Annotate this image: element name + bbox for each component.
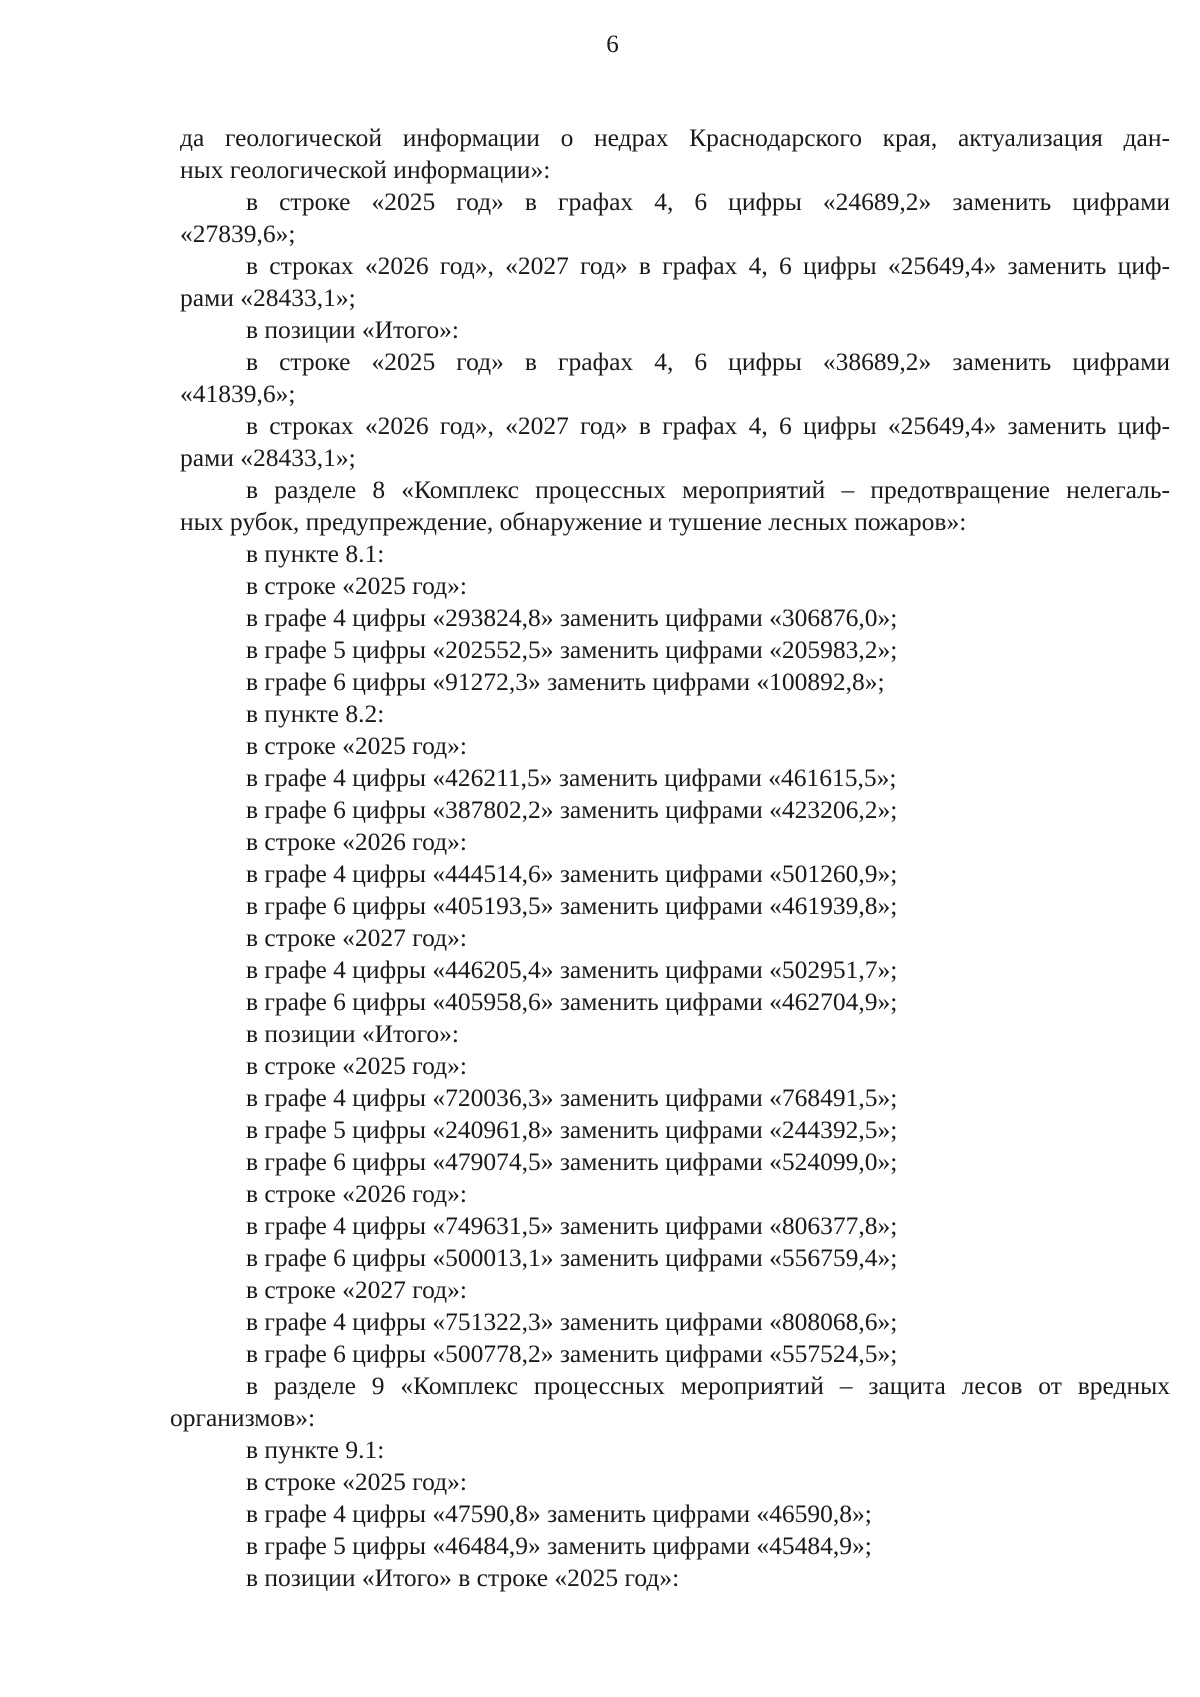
- text-line: в позиции «Итого» в строке «2025 год»:: [246, 1563, 680, 1592]
- text-line: в графе 4 цифры «720036,3» заменить цифрами «768491,5»;: [246, 1083, 898, 1112]
- text-line: да геологической информации о недрах Краснодарского края, актуализация дан-: [180, 123, 1170, 152]
- text-line: в графе 4 цифры «444514,6» заменить цифрами «501260,9»;: [246, 859, 898, 888]
- text-line: рами «28433,1»;: [180, 283, 356, 312]
- text-line: в строке «2026 год»:: [246, 827, 467, 856]
- text-line: в графе 4 цифры «751322,3» заменить цифрами «808068,6»;: [246, 1307, 898, 1336]
- text-line: ных геологической информации»:: [180, 155, 551, 184]
- text-line: в графе 6 цифры «500013,1» заменить цифрами «556759,4»;: [246, 1243, 898, 1272]
- text-line: в графе 4 цифры «426211,5» заменить цифрами «461615,5»;: [246, 763, 897, 792]
- text-line: в графе 6 цифры «500778,2» заменить цифрами «557524,5»;: [246, 1339, 898, 1368]
- text-line: в строке «2025 год» в графах 4, 6 цифры «24689,2» заменить цифрами: [246, 187, 1170, 216]
- text-line: в строках «2026 год», «2027 год» в графах 4, 6 цифры «25649,4» заменить циф-: [246, 251, 1170, 280]
- text-line: в графе 6 цифры «405193,5» заменить цифрами «461939,8»;: [246, 891, 898, 920]
- text-line: в строке «2025 год»:: [246, 731, 467, 760]
- text-line: в графе 6 цифры «479074,5» заменить цифрами «524099,0»;: [246, 1147, 898, 1176]
- text-line: в пункте 8.2:: [246, 699, 385, 728]
- text-line: в строке «2025 год»:: [246, 1051, 467, 1080]
- text-line: «41839,6»;: [180, 379, 296, 408]
- text-line: в строке «2026 год»:: [246, 1179, 467, 1208]
- text-line: в графе 4 цифры «446205,4» заменить цифрами «502951,7»;: [246, 955, 898, 984]
- text-line: «27839,6»;: [180, 219, 296, 248]
- text-line: в графе 5 цифры «240961,8» заменить цифрами «244392,5»;: [246, 1115, 898, 1144]
- text-line: в строке «2027 год»:: [246, 1275, 467, 1304]
- text-line: в графе 6 цифры «405958,6» заменить цифрами «462704,9»;: [246, 987, 898, 1016]
- document-body: [170, 122, 1170, 1594]
- text-line: в графе 5 цифры «46484,9» заменить цифрами «45484,9»;: [246, 1531, 872, 1560]
- text-line: ных рубок, предупреждение, обнаружение и тушение лесных пожаров»:: [180, 507, 967, 536]
- text-line: в графе 6 цифры «91272,3» заменить цифрами «100892,8»;: [246, 667, 885, 696]
- text-line: в строке «2025 год»:: [246, 571, 467, 600]
- text-line: в позиции «Итого»:: [246, 1019, 459, 1048]
- text-line: в строках «2026 год», «2027 год» в графах 4, 6 цифры «25649,4» заменить циф-: [246, 411, 1170, 440]
- text-line: в графе 4 цифры «293824,8» заменить цифрами «306876,0»;: [246, 603, 898, 632]
- text-line: в строке «2025 год» в графах 4, 6 цифры «38689,2» заменить цифрами: [246, 347, 1170, 376]
- page-number: 6: [606, 31, 619, 58]
- text-line: в разделе 9 «Комплекс процессных мероприятий – защита лесов от вредных: [246, 1371, 1170, 1400]
- text-line: организмов»:: [170, 1403, 316, 1432]
- text-line: в графе 4 цифры «47590,8» заменить цифрами «46590,8»;: [246, 1499, 872, 1528]
- text-line: в пункте 9.1:: [246, 1435, 385, 1464]
- text-line: в разделе 8 «Комплекс процессных мероприятий – предотвращение нелегаль-: [246, 475, 1170, 504]
- text-line: в позиции «Итого»:: [246, 315, 459, 344]
- text-line: в графе 4 цифры «749631,5» заменить цифрами «806377,8»;: [246, 1211, 898, 1240]
- text-line: в графе 6 цифры «387802,2» заменить цифрами «423206,2»;: [246, 795, 898, 824]
- text-line: в пункте 8.1:: [246, 539, 385, 568]
- text-line: в графе 5 цифры «202552,5» заменить цифрами «205983,2»;: [246, 635, 898, 664]
- text-line: рами «28433,1»;: [180, 443, 356, 472]
- text-line: в строке «2025 год»:: [246, 1467, 467, 1496]
- text-line: в строке «2027 год»:: [246, 923, 467, 952]
